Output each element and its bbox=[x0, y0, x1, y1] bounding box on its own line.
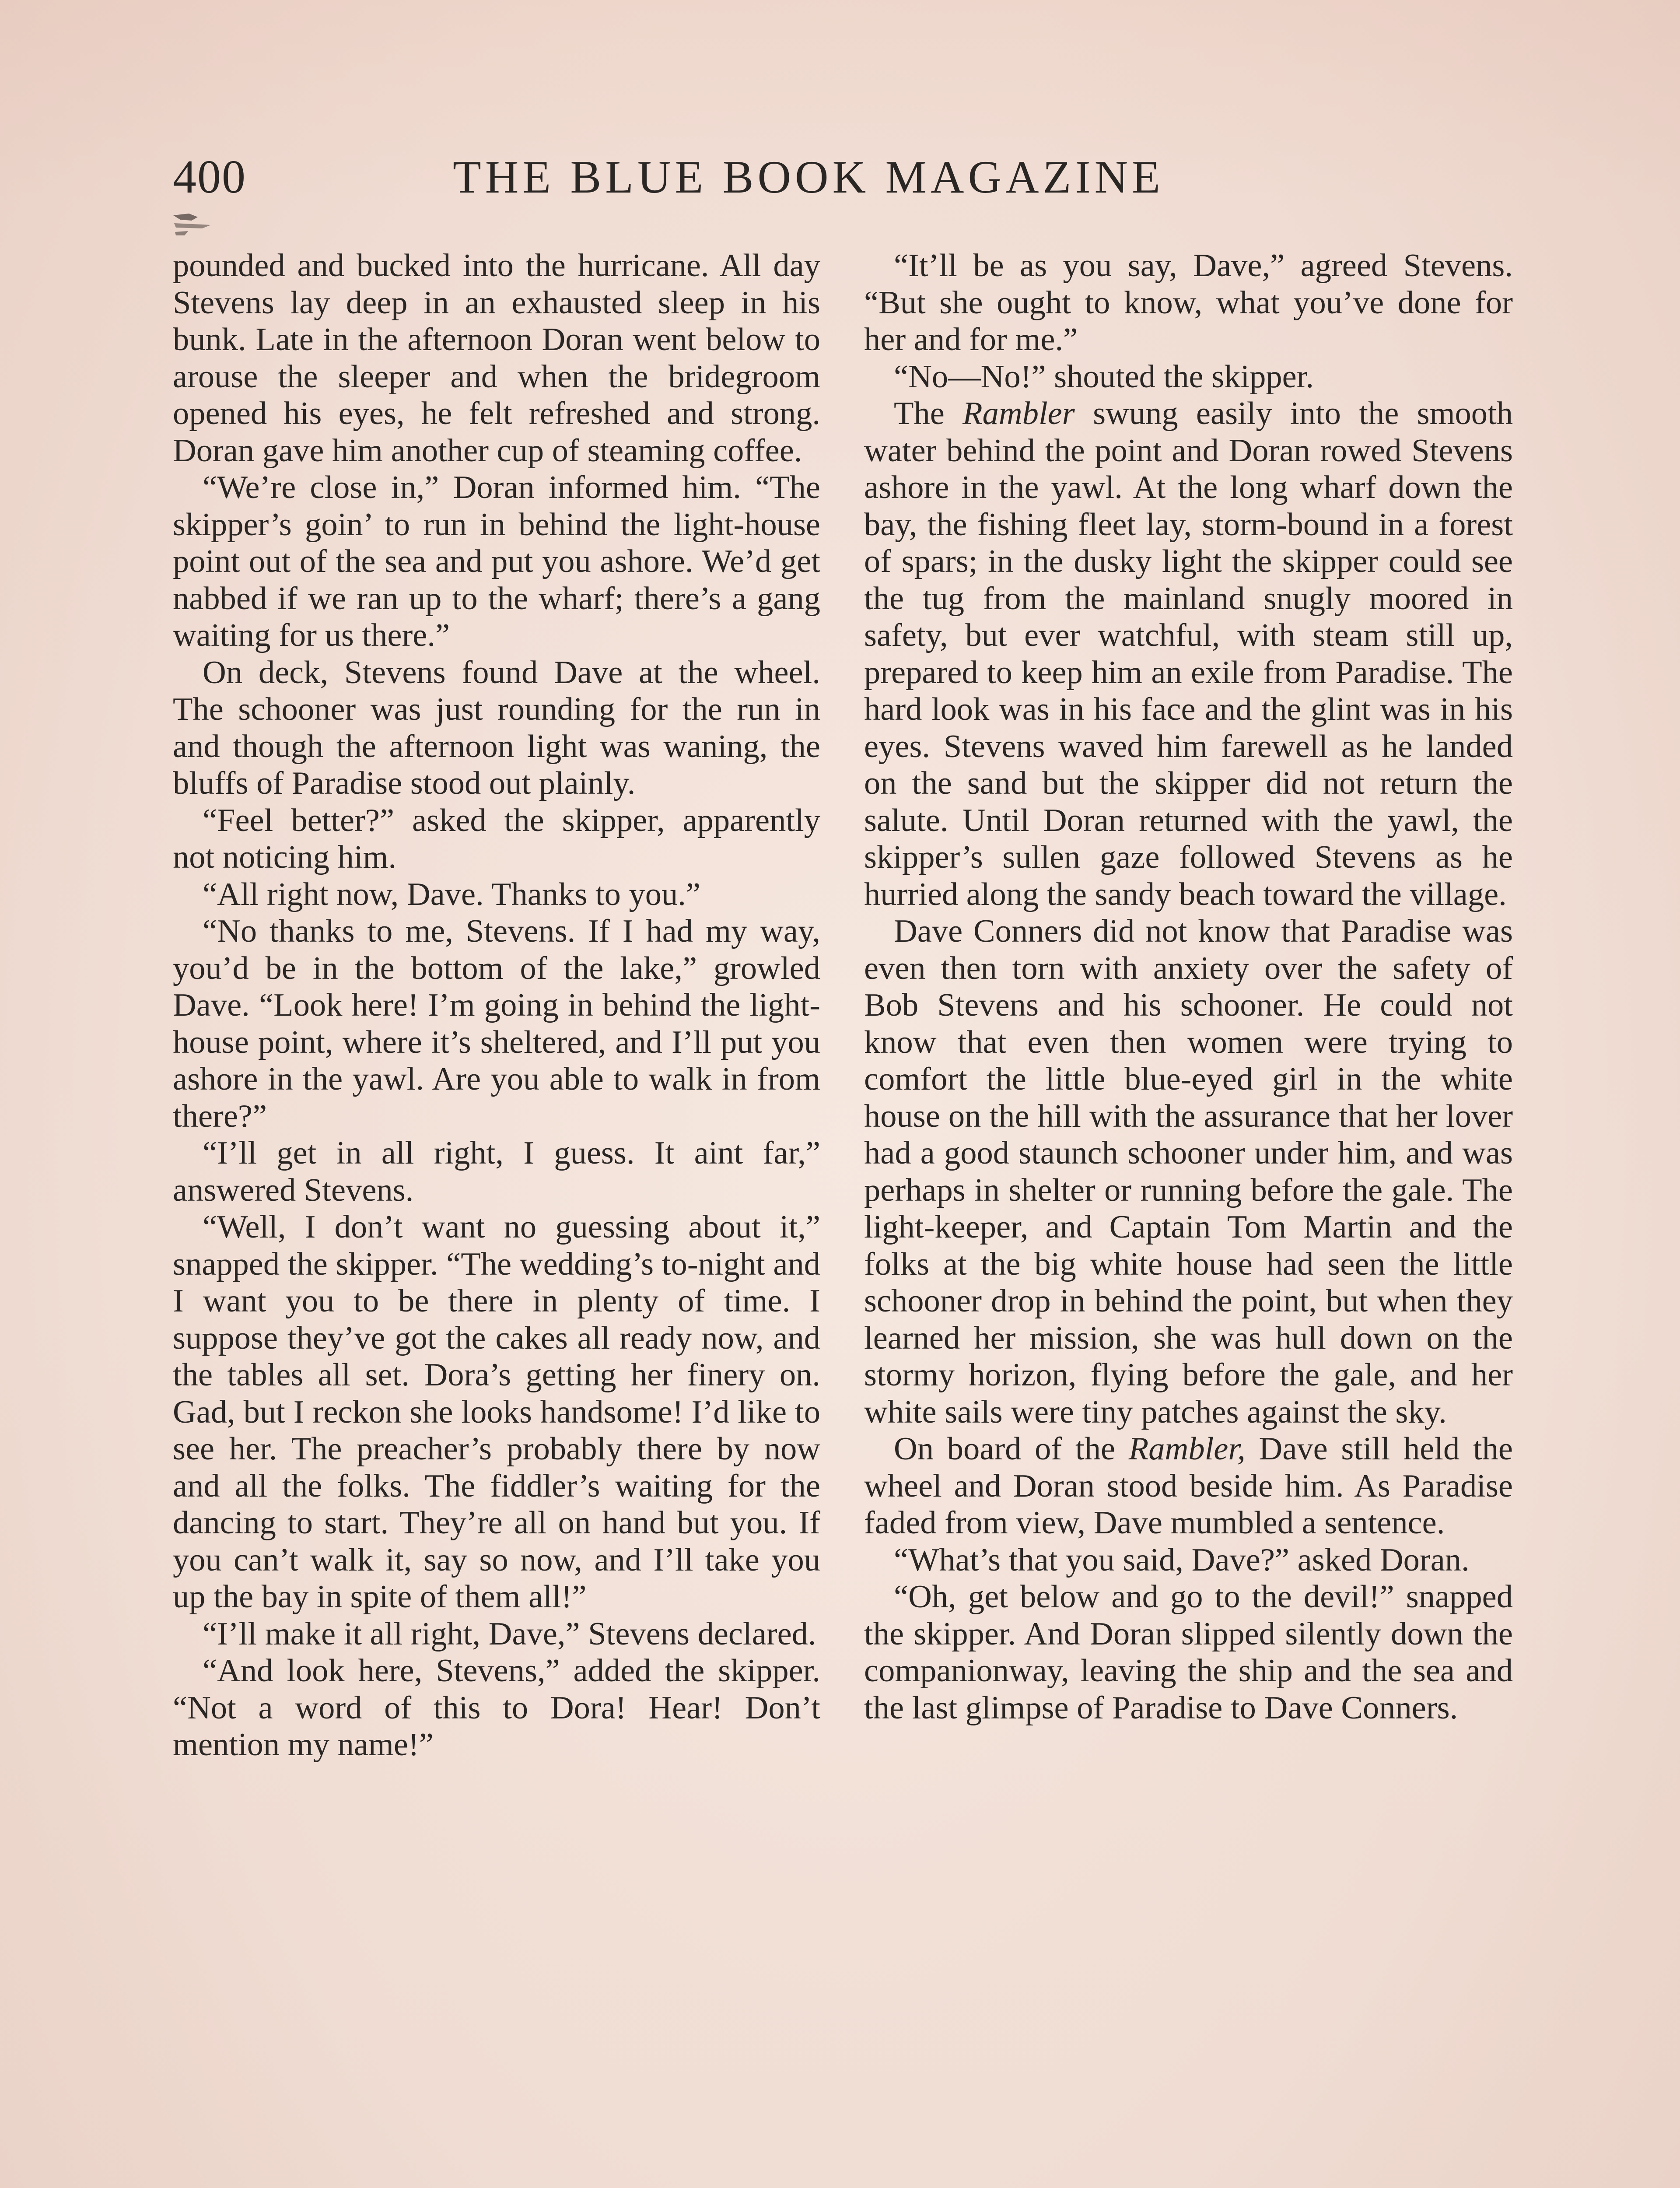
paragraph bbox=[173, 1616, 820, 1653]
left-text-column bbox=[173, 247, 820, 1764]
paragraph-text: “Well, I don’t want no guessing about it,” snapped the skipper. “The wedding’s to-night and I want you to be there in plenty of time. I suppose they’ve got the cakes all ready now, and the tables all set. Dora’s getting her finery on. Gad, but I reckon she looks handsome! I’d like to see her. The preacher’s probably there by now and all the folks. The fiddler’s waiting for the dancing to start. They’re all on hand but you. If you can’t walk it, say so now, and I’ll take you up the bay in spite of them all!” bbox=[173, 1209, 820, 1615]
paragraph-text: “It’ll be as you say, Dave,” agreed Stevens. “But she ought to know, what you’ve done for her and for me.” bbox=[864, 248, 1513, 358]
paragraph bbox=[864, 395, 1513, 913]
paragraph bbox=[173, 469, 820, 654]
paragraph-text: swung easily into the smooth water behind the point and Doran rowed Stevens ashore in the yawl. At the long wharf down the bay, the fishing fleet lay, storm-bound in a forest of spars; in the dusky light the skipper could see the tug from the mainland snugly moored in safety, but ever watchful, with steam still up, prepared to keep him an exile from Paradise. The hard look was in his face and the glint was in his eyes. Stevens waved him farewell as he landed on the sand but the skipper did not return the salute. Until Doran returned with the yawl, the skipper’s sullen gaze followed Stevens as he hurried along the sandy beach toward the village. bbox=[864, 396, 1513, 912]
paragraph-text: “And look here, Stevens,” added the skipper. “Not a word of this to Dora! Hear! Don’t mention my name!” bbox=[173, 1653, 820, 1763]
paragraph-text: “We’re close in,” Doran informed him. “The skipper’s goin’ to run in behind the light-house point out of the sea and put you ashore. We’d get nabbed if we ran up to the wharf; there’s a gang waiting for us there.” bbox=[173, 470, 820, 653]
paragraph-text: “I’ll make it all right, Dave,” Stevens declared. bbox=[203, 1616, 816, 1652]
paragraph-text: Dave still held the wheel and Doran stood beside him. As Paradise faded from view, Dave mumbled a sentence. bbox=[864, 1431, 1513, 1541]
paragraph bbox=[864, 913, 1513, 1431]
paragraph bbox=[173, 1652, 820, 1764]
paragraph bbox=[173, 247, 820, 469]
paragraph-text: On deck, Stevens found Dave at the wheel. The schooner was just rounding for the run in and though the afternoon light was waning, the bluffs of Paradise stood out plainly. bbox=[173, 654, 820, 801]
page-header bbox=[173, 149, 1236, 214]
paragraph bbox=[173, 654, 820, 802]
paragraph-text: “Oh, get below and go to the devil!” snapped the skipper. And Doran slipped silently down the companionway, leaving the ship and the sea and the last glimpse of Paradise to Dave Conners. bbox=[864, 1579, 1513, 1726]
paragraph-text: Dave Conners did not know that Paradise was even then torn with anxiety over the safety of Bob Stevens and his schooner. He could not know that even then women were trying to comfort the little blue-eyed girl in the white house on the hill with the assurance that her lover had a good staunch schooner under him, and was perhaps in shelter or running before the gale. The light-keeper, and Captain Tom Martin and the folks at the big white house had seen the little schooner drop in behind the point, but when they learned her mission, she was hull down on the stormy horizon, flying before the gale, and her white sails were tiny patches against the sky. bbox=[864, 913, 1513, 1430]
paragraph-text: “What’s that you said, Dave?” asked Doran. bbox=[894, 1542, 1470, 1578]
paragraph bbox=[864, 247, 1513, 358]
paragraph bbox=[173, 913, 820, 1135]
ink-smudge-mark bbox=[172, 209, 242, 240]
paragraph bbox=[173, 802, 820, 876]
paragraph bbox=[864, 1578, 1513, 1726]
paragraph-text: pounded and bucked into the hurricane. All day Stevens lay deep in an exhausted sleep in his bunk. Late in the afternoon Doran went below to arouse the sleeper and when the bridegroom opened his eyes, he felt refreshed and strong. Doran gave him another cup of steaming coffee. bbox=[173, 248, 820, 469]
page-number: 400 bbox=[173, 151, 246, 203]
paragraph-text: “All right now, Dave. Thanks to you.” bbox=[203, 876, 700, 912]
paragraph bbox=[864, 358, 1513, 396]
magazine-title: THE BLUE BOOK MAGAZINE bbox=[453, 151, 1164, 203]
paragraph-text: “Feel better?” asked the skipper, apparently not noticing him. bbox=[173, 802, 820, 875]
paragraph-lead: On board of the bbox=[894, 1431, 1129, 1467]
ship-name: Rambler bbox=[962, 396, 1075, 431]
paragraph-text: “No—No!” shouted the skipper. bbox=[894, 358, 1314, 395]
ship-name: Rambler, bbox=[1128, 1431, 1246, 1467]
paragraph-text: “No thanks to me, Stevens. If I had my way, you’d be in the bottom of the lake,” growled Dave. “Look here! I’m going in behind the light-house point, where it’s sheltered, and I’ll put you ashore in the yawl. Are you able to walk in from there?” bbox=[173, 913, 820, 1134]
paragraph bbox=[864, 1542, 1513, 1579]
right-text-column bbox=[864, 247, 1513, 1726]
paragraph bbox=[864, 1431, 1513, 1542]
paragraph-lead: The bbox=[894, 396, 963, 431]
paragraph bbox=[173, 876, 820, 913]
paragraph bbox=[173, 1209, 820, 1616]
paragraph-text: “I’ll get in all right, I guess. It aint far,” answered Stevens. bbox=[173, 1135, 820, 1208]
paragraph bbox=[173, 1135, 820, 1209]
